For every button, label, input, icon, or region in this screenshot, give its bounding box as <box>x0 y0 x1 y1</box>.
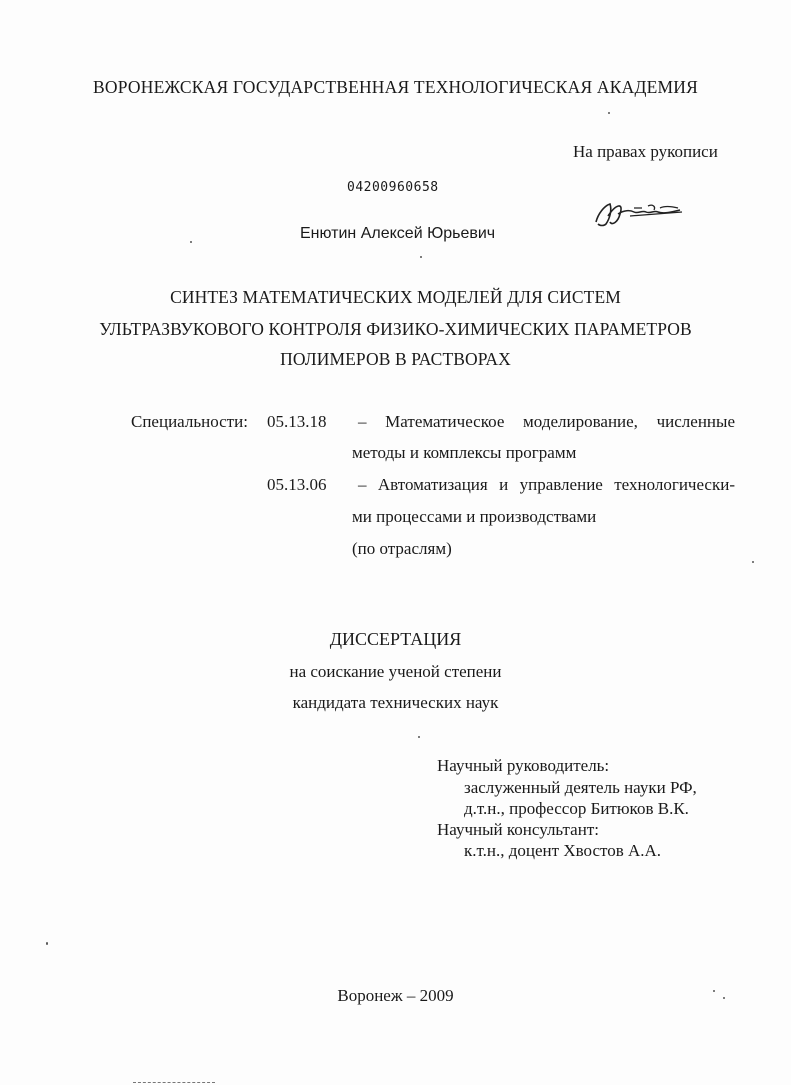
organization-name: ВОРОНЕЖСКАЯ ГОСУДАРСТВЕННАЯ ТЕХНОЛОГИЧЕСКАЯ АКАДЕМИЯ <box>93 77 698 97</box>
manuscript-rights-note: На правах рукописи <box>573 142 718 161</box>
city-year: Воронеж – 2009 <box>337 986 454 1005</box>
specialty-code: 05.13.06 <box>267 475 327 494</box>
scan-speck <box>713 990 715 992</box>
scan-speck <box>723 997 725 999</box>
registration-code: 04200960658 <box>347 180 439 195</box>
specialty-description: – Математическое моделирование, численные <box>358 412 735 431</box>
specialty-code: 05.13.18 <box>267 412 327 431</box>
scan-speck <box>46 942 48 945</box>
specialties-label: Специальности: <box>131 412 248 431</box>
document-type: ДИССЕРТАЦИЯ <box>329 629 462 649</box>
specialty-description: методы и комплексы программ <box>352 443 577 462</box>
title-line-2: УЛЬТРАЗВУКОВОГО КОНТРОЛЯ ФИЗИКО-ХИМИЧЕСКИХ ПАРАМЕТРОВ <box>99 319 692 339</box>
degree-line: кандидата технических наук <box>292 693 499 712</box>
supervisor-line: Научный руководитель: <box>437 756 610 775</box>
supervisor-line: заслуженный деятель науки РФ, <box>464 778 697 797</box>
specialty-description: (по отраслям) <box>352 539 452 558</box>
supervisor-line: д.т.н., профессор Битюков В.К. <box>464 799 689 818</box>
scan-speck <box>608 112 610 114</box>
author-name: Енютин Алексей Юрьевич <box>300 225 496 242</box>
bottom-dashed-rule <box>133 1082 215 1084</box>
signature-icon <box>590 196 690 232</box>
scan-speck <box>420 256 422 258</box>
specialty-description: ми процессами и производствами <box>352 507 597 526</box>
specialty-description: – Автоматизация и управление технологически- <box>358 475 735 494</box>
scan-speck <box>418 736 420 738</box>
supervisor-line: Научный консультант: <box>437 820 599 839</box>
supervisor-line: к.т.н., доцент Хвостов А.А. <box>464 841 662 860</box>
title-line-1: СИНТЕЗ МАТЕМАТИЧЕСКИХ МОДЕЛЕЙ ДЛЯ СИСТЕМ <box>170 287 621 307</box>
scan-speck <box>190 241 192 243</box>
title-line-3: ПОЛИМЕРОВ В РАСТВОРАХ <box>280 349 511 369</box>
degree-line: на соискание ученой степени <box>289 662 502 681</box>
scan-speck <box>752 561 754 563</box>
